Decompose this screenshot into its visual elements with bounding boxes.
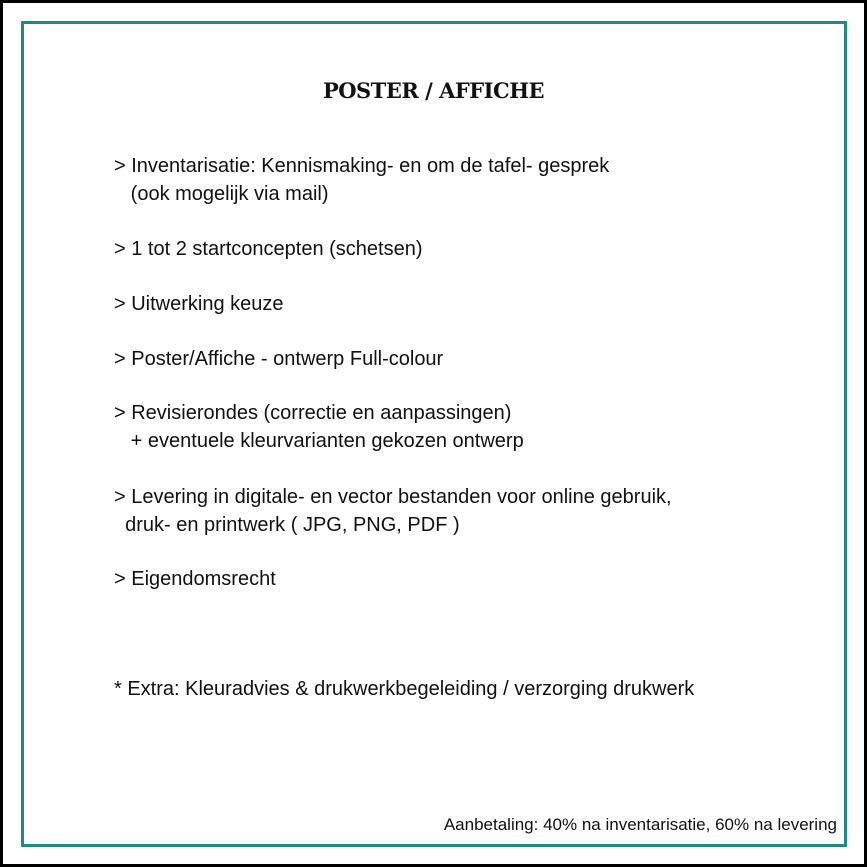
- extra-note: * Extra: Kleuradvies & drukwerkbegeleiding / verzorging drukwerk: [114, 678, 695, 700]
- list-item-line: > Poster/Affiche - ontwerp Full-colour: [114, 348, 444, 370]
- list-item-revisierondes: [114, 399, 524, 455]
- payment-note: Aanbetaling: 40% na inventarisatie, 60% na levering: [443, 815, 837, 834]
- list-item-line: (ook mogelijk via mail): [114, 183, 329, 205]
- list-item-line: > Uitwerking keuze: [114, 293, 284, 315]
- list-item-ontwerp: [114, 345, 443, 373]
- list-item-line: > Levering in digitale- en vector bestanden voor online gebruik,: [114, 486, 672, 508]
- list-item-line: druk- en printwerk ( JPG, PNG, PDF ): [114, 514, 460, 536]
- list-item-line: > 1 tot 2 startconcepten (schetsen): [114, 238, 423, 260]
- list-item-inventarisatie: [114, 152, 609, 208]
- list-item-levering: [114, 483, 672, 539]
- list-item-startconcepten: [114, 235, 423, 263]
- page-title: POSTER / AFFICHE: [322, 78, 545, 103]
- list-item-line: > Eigendomsrecht: [114, 568, 276, 590]
- list-item-line: + eventuele kleurvarianten gekozen ontwerp: [114, 430, 524, 452]
- list-item-eigendomsrecht: [114, 565, 276, 593]
- list-item-line: > Revisierondes (correctie en aanpassingen): [114, 402, 512, 424]
- list-item-uitwerking: [114, 290, 284, 318]
- list-item-line: > Inventarisatie: Kennismaking- en om de tafel- gesprek: [114, 155, 610, 177]
